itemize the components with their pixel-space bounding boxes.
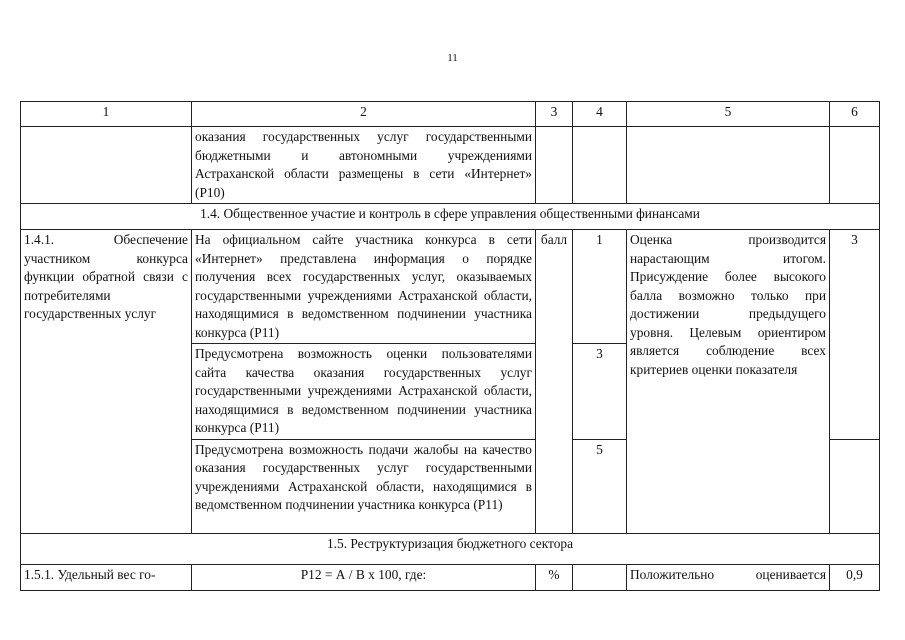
criterion-3-text: Предусмотрена возможность подачи жалобы на качество оказания государственных услуг государственными учреждениями Астраханской области, находящимися в ведомственном подчинении участника конкурса (Р11) (192, 439, 536, 533)
header-col-5: 5 (627, 102, 830, 127)
section-title-1-5: 1.5. Реструктуризация бюджетного сектора (21, 533, 880, 564)
cont-col-4 (573, 127, 627, 204)
criterion-3-score: 5 (573, 439, 627, 533)
indicator-1-4-1-weight: 3 (830, 230, 880, 344)
header-col-1: 1 (21, 102, 192, 127)
criterion-2-text: Предусмотрена возможность оценки пользователями сайта качества оказания государственных услуг государственными учреждениями Астраханской области, находящимися в ведомственном подчинении участника конкурса (Р11) (192, 344, 536, 440)
row-1-4-1-criterion-1 (21, 230, 880, 344)
criterion-1-score: 1 (573, 230, 627, 344)
indicator-1-5-1-score (573, 564, 627, 590)
indicator-1-5-1-weight: 0,9 (830, 564, 880, 590)
header-col-3: 3 (536, 102, 573, 127)
section-title-1-4: 1.4. Общественное участие и контроль в сфере управления общественными финансами (21, 204, 880, 230)
indicator-1-5-1-unit: % (536, 564, 573, 590)
cont-col-1 (21, 127, 192, 204)
indicator-1-5-1-name: 1.5.1. Удельный вес го- (21, 564, 192, 590)
cont-col-6 (830, 127, 880, 204)
criteria-table (20, 101, 880, 591)
indicator-1-4-1-unit: балл (536, 230, 573, 534)
criterion-1-text: На официальном сайте участника конкурса в сети «Интернет» представлена информация о порядке получения всех государственных услуг, оказываемых государственными учреждениями Астраханской области, находящимися в ведомственном подчинении участника конкурса (Р11) (192, 230, 536, 344)
header-col-6: 6 (830, 102, 880, 127)
indicator-1-4-1-note: Оценка производится нарастающим итогом. Присуждение более высокого балла возможно только при достижении предыдущего уровня. Целевым ориентиром является соблюдение всех критериев оценки показателя (627, 230, 830, 534)
indicator-1-5-1-note: Положительно оценивается (627, 564, 830, 590)
header-col-2: 2 (192, 102, 536, 127)
section-header-1-4 (21, 204, 880, 230)
criterion-2-score: 3 (573, 344, 627, 440)
weight-cell-3 (830, 439, 880, 533)
indicator-1-4-1-name: 1.4.1. Обеспечение участником конкурса функции обратной связи с потребителями государственных услуг (21, 230, 192, 534)
table-header-row (21, 102, 880, 127)
section-header-1-5 (21, 533, 880, 564)
header-col-4: 4 (573, 102, 627, 127)
cont-col-5 (627, 127, 830, 204)
indicator-1-5-1-formula: Р12 = А / В х 100, где: (192, 564, 536, 590)
cont-col-3 (536, 127, 573, 204)
continuation-row (21, 127, 880, 204)
cont-col-2: оказания государственных услуг государственными бюджетными и автономными учреждениями Астраханской области размещены в сети «Интернет» (Р10) (192, 127, 536, 204)
row-1-5-1 (21, 564, 880, 590)
page-number: 11 (447, 52, 458, 64)
weight-cell-2 (830, 344, 880, 440)
